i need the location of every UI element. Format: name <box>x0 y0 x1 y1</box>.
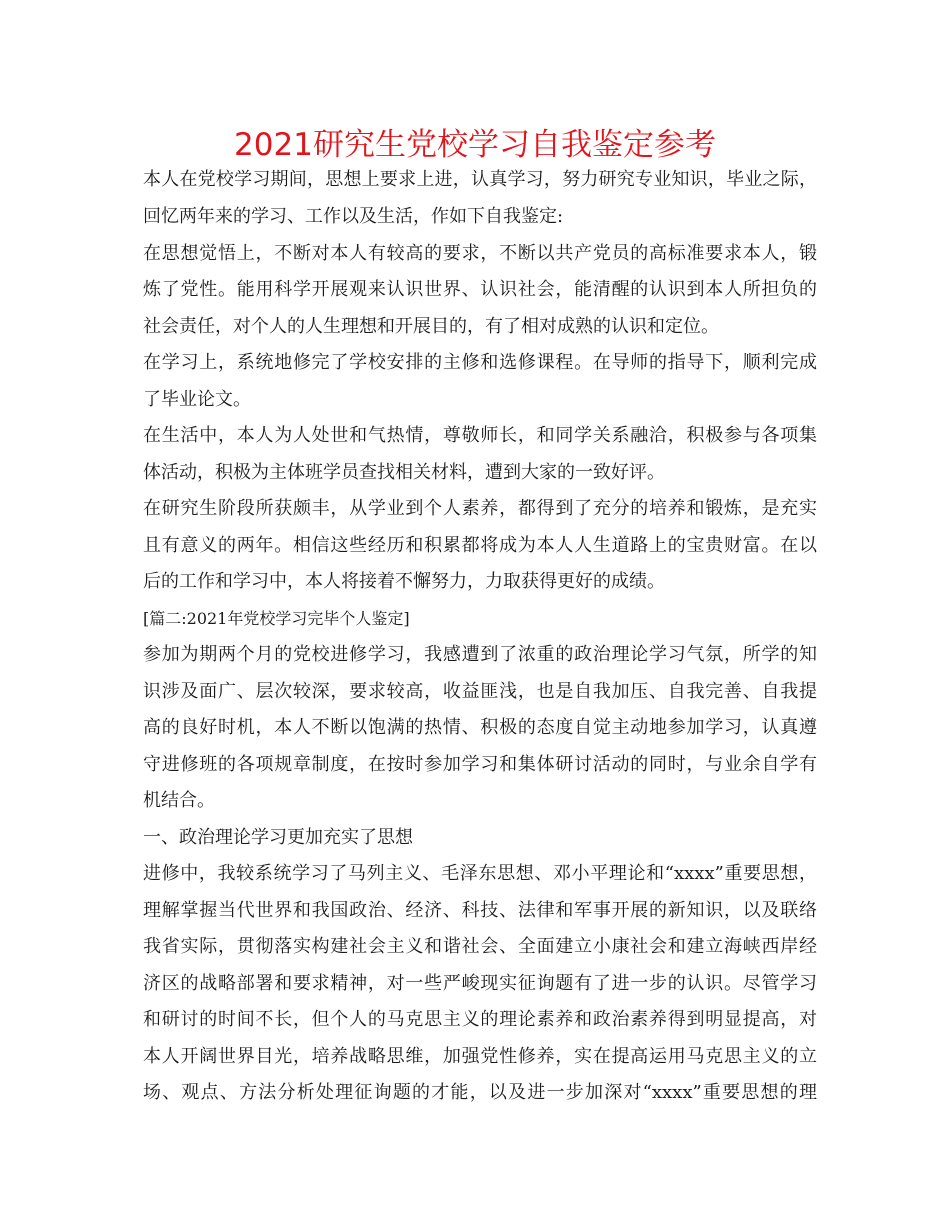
paragraph-line: 回忆两年来的学习、工作以及生活，作如下自我鉴定: <box>143 206 564 227</box>
paragraph-line: 我省实际，贯彻落实构建社会主义和谐社会、全面建立小康社会和建立海峡西岸经 <box>143 936 817 957</box>
paragraph-line: 在研究生阶段所获颇丰，从学业到个人素养，都得到了充分的培养和锻炼，是充实 <box>143 498 817 519</box>
paragraph-line: 社会责任，对个人的人生理想和开展目的，有了相对成熟的认识和定位。 <box>143 316 719 337</box>
paragraph-line: 后的工作和学习中，本人将接着不懈努力，力取获得更好的成绩。 <box>143 571 665 592</box>
paragraph-line: 在学习上，系统地修完了学校安排的主修和选修课程。在导师的指导下，顺利完成 <box>143 352 817 373</box>
paragraph-line: 守进修班的各项规章制度，在按时参加学习和集体研讨活动的同时，与业余自学有 <box>143 754 817 775</box>
section-heading: [篇二:2021年党校学习完毕个人鉴定] <box>143 609 410 628</box>
paragraph-line: 识涉及面广、层次较深，要求较高，收益匪浅，也是自我加压、自我完善、自我提 <box>143 681 817 702</box>
paragraph-line: 参加为期两个月的党校进修学习，我感遭到了浓重的政治理论学习气氛，所学的知 <box>143 644 817 665</box>
paragraph-line: 理解掌握当代世界和我国政治、经济、科技、法律和军事开展的新知识，以及联络 <box>143 900 817 921</box>
paragraph-line: 和研讨的时间不长，但个人的马克思主义的理论素养和政治素养得到明显提高，对 <box>143 1009 817 1030</box>
paragraph-line: 了毕业论文。 <box>143 389 251 410</box>
paragraph-line: 机结合。 <box>143 790 215 811</box>
paragraph-line: 炼了党性。能用科学开展观来认识世界、认识社会，能清醒的认识到本人所担负的 <box>143 279 817 300</box>
paragraph-line: 本人在党校学习期间，思想上要求上进，认真学习，努力研究专业知识，毕业之际， <box>143 169 817 190</box>
paragraph-line: 高的良好时机，本人不断以饱满的热情、积极的态度自觉主动地参加学习，认真遵 <box>143 717 817 738</box>
paragraph-line: 且有意义的两年。相信这些经历和积累都将成为本人人生道路上的宝贵财富。在以 <box>143 535 817 556</box>
paragraph-line: 场、观点、方法分析处理征询题的才能，以及进一步加深对“xxxx”重要思想的理 <box>143 1082 817 1103</box>
section-heading: 一、政治理论学习更加充实了思想 <box>143 827 413 848</box>
paragraph-line: 在思想觉悟上，不断对本人有较高的要求，不断以共产党员的高标准要求本人，锻 <box>143 243 817 264</box>
paragraph-line: 济区的战略部署和要求精神，对一些严峻现实征询题有了进一步的认识。尽管学习 <box>143 973 817 994</box>
paragraph-line: 进修中，我较系统学习了马列主义、毛泽东思想、邓小平理论和“xxxx”重要思想， <box>143 863 817 884</box>
paragraph-line: 体活动，积极为主体班学员查找相关材料，遭到大家的一致好评。 <box>143 462 665 483</box>
document-title: 2021研究生党校学习自我鉴定参考 <box>234 127 716 163</box>
paragraph-line: 在生活中，本人为人处世和气热情，尊敬师长，和同学关系融洽，积极参与各项集 <box>143 425 817 446</box>
paragraph-line: 本人开阔世界目光，培养战略思维，加强党性修养，实在提高运用马克思主义的立 <box>143 1046 817 1067</box>
